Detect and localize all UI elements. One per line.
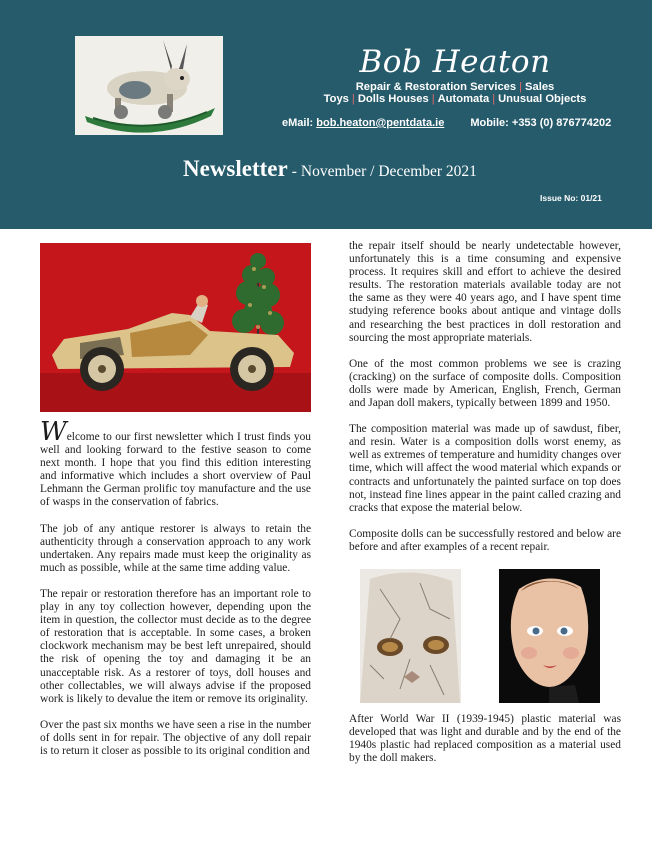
services-line-2 [280,93,630,105]
doll-before-photo [360,569,461,703]
doll-after-photo [499,569,600,703]
paragraph: After World War II (1939-1945) plastic material was developed that was light and durable and by the end of the 1940s plastic had replaced composition as a material used by the doll makers. [349,713,621,765]
paragraph: The repair or restoration therefore has an important role to play in any toy collection however, depending upon the item in question, the collector must decide as to the degree of restoration that is acceptable. In some cases, a broken clockwork mechanism may be best left unrepaired, should the risk of opening the toy and damaging it be an unacceptable risk. As a restorer of toys, doll houses and other collectables, we will always advise if the proposed work is likely to devalue the item or remove its originality. [40,587,311,705]
separator: | [519,81,523,93]
newsletter-header [0,0,652,229]
paragraph: Composite dolls can be successfully restored and below are before and after examples of a recent repair. [349,527,621,553]
article-left-column [40,417,311,771]
brand-name: Bob Heaton [359,44,551,80]
rocking-rabbit-toy-photo [75,36,223,135]
article-right-column [349,240,621,567]
intro-text: elcome to our first newsletter which I trust finds you well and looking forward to the festive season to come next month. I hope that you find this edition interesting and informative which includes a short overview of Paul Lehmann the German prolific toy manufacture and the use of wasps in the conservation of fabrics. [40,431,311,509]
newsletter-title [183,156,477,182]
paragraph: The job of any antique restorer is always to retain the authenticity through a conservation approach to any work undertaken. Any repairs made must keep the originality as much as possible, while at the same time adding value. [40,522,311,574]
mobile-label: Mobile: [470,117,509,129]
service-repair-restoration: Repair & Restoration Services [355,81,517,93]
drop-cap: W [40,417,67,447]
newsletter-dash: - [291,163,297,180]
issue-number: Issue No: 01/21 [540,193,602,203]
contact-line [282,117,611,129]
separator: | [351,93,355,105]
intro-paragraph [40,417,311,510]
paragraph: One of the most common problems we see is crazing (cracking) on the surface of composite dolls. Composition dolls were made by American, English, French, German and Japan doll makers, typically between 1899 and 1950. [349,357,621,410]
article-right-bottom [349,713,621,778]
mobile-number: +353 (0) 876774202 [511,117,612,129]
tin-toy-car-photo [40,243,311,412]
service-toys: Toys [323,93,349,105]
service-sales: Sales [525,81,555,93]
separator: | [431,93,435,105]
email-label: eMail: [282,117,314,129]
paragraph: Over the past six months we have seen a rise in the number of dolls sent in for repair. The objective of any doll repair is to return it closer as possible to its original condition and [40,718,311,757]
paragraph: the repair itself should be nearly undetectable however, unfortunately this is a time consuming and expensive process. It requires skill and effort to achieve the desired results. The restoration materials available today are not the same as they were 40 years ago, and I have spent time studying reference books about antique and vintage dolls and researching the best practices in doll restoration and sourcing the most appropriate materials. [349,240,621,344]
services-line-1 [280,81,630,93]
service-dolls-houses: Dolls Houses [357,93,429,105]
email-link[interactable]: bob.heaton@pentdata.ie [316,117,445,129]
service-unusual-objects: Unusual Objects [498,93,587,105]
newsletter-date: November / December 2021 [300,163,477,180]
service-automata: Automata [437,93,490,105]
paragraph: The composition material was made up of sawdust, fiber, and resin. Water is a composition dolls worst enemy, as well as extremes of temperature and humidity changes over time, which will affect the wood material which expands or contracts and unfortunately the painted surface on top does not, instead fine lines appear in the paint called crazing and cracks that expose the material below. [349,423,621,514]
newsletter-word: Newsletter [183,156,288,181]
separator: | [492,93,496,105]
